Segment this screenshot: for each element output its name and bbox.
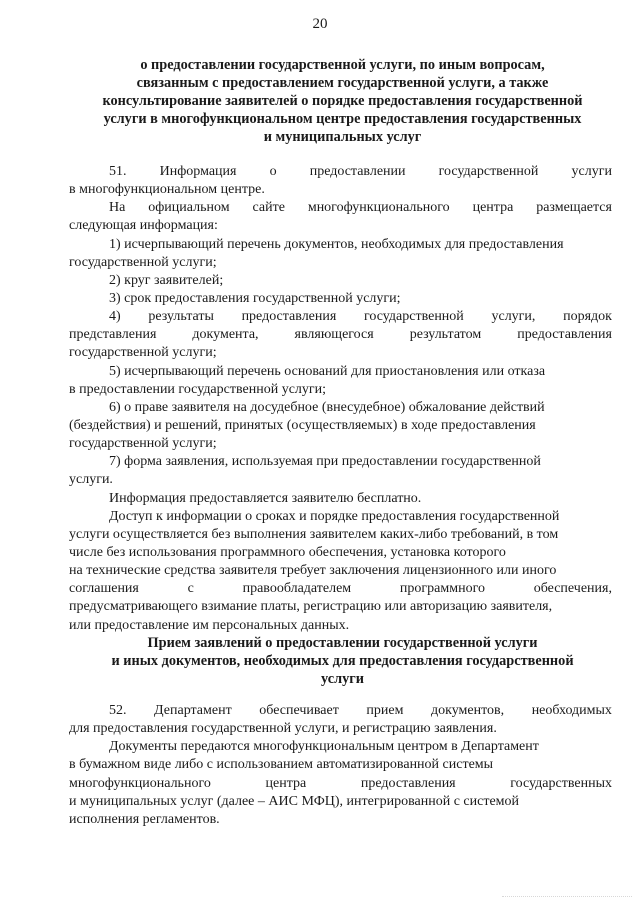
word: 52. [109,703,127,718]
word: услуги [571,164,612,179]
list-item-line: 2) круг заявителей; [109,272,224,288]
word: центра [472,200,514,216]
word: о [269,164,277,179]
word: размещается [536,200,612,216]
word: Информация [159,164,237,179]
heading-line: связанным с предоставлением государственной услуги, а также [136,75,549,91]
list-item-line: государственной услуги; [69,345,217,361]
section-heading-information [70,56,615,146]
paragraph-line: услуги осуществляется без выполнения заявителем каких-либо требований, в том [69,526,559,542]
word: многофункционального [307,200,450,216]
word: государственной [364,309,464,325]
list-item-line: (бездействия) и решений, принятых (осуществляемых) в ходе предоставления [69,417,536,433]
paragraph-line [69,775,612,793]
word: правообладателем [242,581,352,597]
list-item-line: в предоставлении государственной услуги; [69,381,327,397]
section-51-text [69,163,612,635]
paragraph-line [69,702,612,720]
list-item-line: государственной услуги; [69,254,217,270]
list-item-line: 5) исчерпывающий перечень оснований для приостановления или отказа [109,363,546,379]
word: документов, [430,703,505,718]
list-item-line: услуги. [69,472,113,488]
paragraph-line: или предоставление им персональных данных. [69,617,350,633]
word: соглашения [69,581,139,597]
paragraph-line: Документы передаются многофункциональным центром в Департамент [109,739,539,755]
list-item-line: государственной услуги; [69,436,217,452]
word: государственных [510,775,612,791]
paragraph-line: предусматривающего взимание платы, регистрацию или авторизацию заявителя, [69,599,553,615]
word: обеспечения, [533,581,612,597]
word: центра [265,775,307,791]
list-item-line [69,326,612,344]
page-number: 20 [312,16,328,32]
word: сайте [252,200,285,216]
paragraph-line: Информация предоставляется заявителю бесплатно. [109,490,422,506]
word: с [187,581,194,597]
word: многофункционального [69,775,211,791]
heading-line: консультирование заявителей о порядке предоставления государственной [102,93,583,109]
word: предоставления [241,309,337,325]
word: 4) [109,309,121,325]
word: предоставления [517,327,612,343]
paragraph-line: Доступ к информации о сроках и порядке предоставления государственной [109,508,560,524]
list-item-line [69,308,612,326]
heading-line: услуги [321,671,364,687]
word: порядок [563,309,612,325]
word: результаты [148,309,214,325]
word: обеспечивает [259,703,339,718]
word: документа, [192,327,259,343]
word: программного [399,581,485,597]
paragraph-line: следующая информация: [69,218,218,234]
paragraph-line: для предоставления государственной услуги, и регистрацию заявления. [69,721,497,737]
paragraph-line: числе без использования программного обеспечения, установка которого [69,544,506,560]
word: являющегося [294,327,374,343]
section-52-text [69,702,612,829]
heading-line: о предоставлении государственной услуги, по иным вопросам, [140,57,545,73]
word: прием [366,703,404,718]
word: предоставлении [309,164,406,179]
heading-line: услуги в многофункциональном центре предоставления государственных [103,111,582,127]
scan-artifact [502,896,632,899]
word: 51. [109,164,127,179]
paragraph-line: в бумажном виде либо с использованием автоматизированной системы [69,757,494,773]
paragraph-line: и муниципальных услуг (далее – АИС МФЦ), интегрированной с системой [69,793,520,809]
word: Департамент [154,703,232,718]
word: представления [69,327,157,343]
paragraph-line: на технические средства заявителя требует заключения лицензионного или иного [69,563,557,579]
word: услуги, [491,309,536,325]
section-heading-applications [70,634,615,688]
paragraph-line: в многофункциональном центре. [69,182,265,198]
word: официальном [148,200,230,216]
word: предоставления [360,775,456,791]
word: результатом [409,327,482,343]
paragraph-line: исполнения регламентов. [69,811,220,827]
paragraph-line [69,580,612,598]
heading-line: и муниципальных услуг [263,129,422,145]
heading-line: и иных документов, необходимых для предоставления государственной [111,653,574,669]
paragraph-line [69,199,612,217]
list-item-line: 3) срок предоставления государственной услуги; [109,290,401,306]
list-item-line: 7) форма заявления, используемая при предоставлении государственной [109,454,541,470]
word: государственной [438,164,539,179]
list-item-line: 6) о праве заявителя на досудебное (внесудебное) обжалование действий [109,399,545,415]
word: На [109,200,126,216]
heading-line: Прием заявлений о предоставлении государственной услуги [147,635,538,651]
paragraph-line [69,163,612,181]
list-item-line: 1) исчерпывающий перечень документов, необходимых для предоставления [109,236,564,252]
word: необходимых [531,703,612,718]
